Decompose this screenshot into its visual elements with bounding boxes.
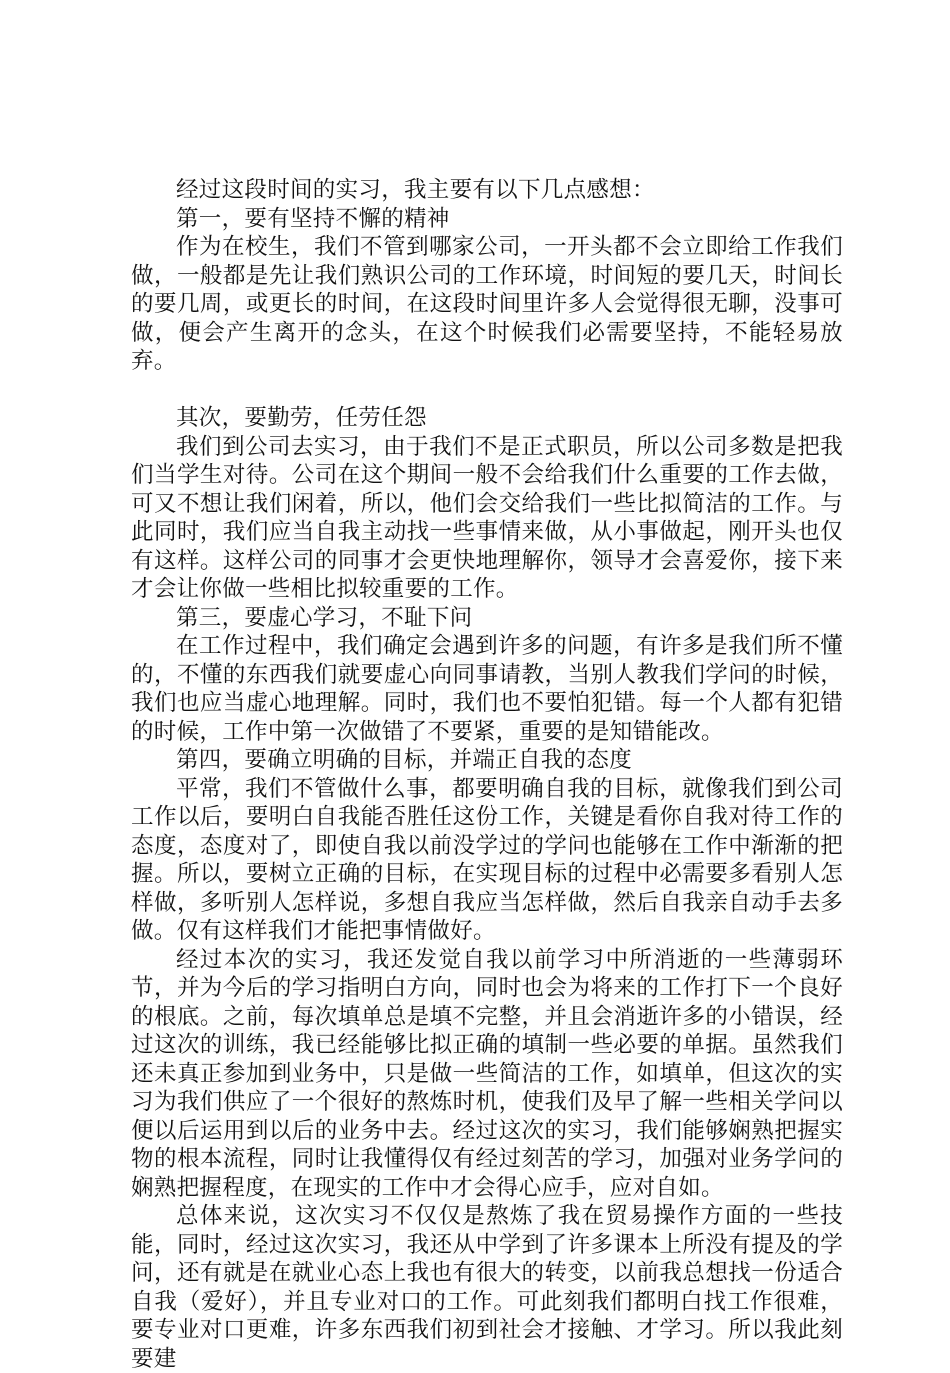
intro-line: 经过这段时间的实习，我主要有以下几点感想： bbox=[176, 177, 655, 203]
section2-heading: 其次，要勤劳，任劳任怨 bbox=[176, 405, 427, 431]
summary-paragraph-1: 经过本次的实习，我还发觉自我以前学习中所消逝的一些薄弱环节，并为今后的学习指明白方向，同时也会为将来的工作打下一个良好的根底。之前，每次填单总是填不完整，并且会消逝许多的小错误，经过这次的训练，我已经能够比拟正确的填制一些必要的单据。虽然我们还未真正参加到业务中，只是做一些简洁的工作，如填单，但这次的实习为我们供应了一个很好的熬炼时机，使我们及早了解一些相关学问以便以后运用到以后的业务中去。经过这次的实习，我们能够娴熟把握实物的根本流程，同时让我懂得仅有经过刻苦的学习，加强对业务学问的娴熟把握程度，在现实的工作中才会得心应手，应对自如。 bbox=[131, 946, 843, 1201]
section1-body: 作为在校生，我们不管到哪家公司，一开头都不会立即给工作我们做，一般都是先让我们熟识公司的工作环境，时间短的要几天，时间长的要几周，或更长的时间，在这段时间里许多人会觉得很无聊，没事可做，便会产生离开的念头，在这个时候我们必需要坚持，不能轻易放弃。 bbox=[131, 234, 843, 374]
section1-heading: 第一，要有坚持不懈的精神 bbox=[176, 205, 450, 232]
section3-body: 在工作过程中，我们确定会遇到许多的问题，有许多是我们所不懂的，不懂的东西我们就要虚心向同事请教，当别人教我们学问的时候，我们也应当虚心地理解。同时，我们也不要怕犯错。每一个人都有犯错的时候，工作中第一次做错了不要紧，重要的是知错能改。 bbox=[131, 633, 843, 745]
paragraph-gap bbox=[131, 376, 843, 405]
document-body bbox=[131, 176, 843, 1373]
section3-heading: 第三，要虚心学习，不耻下问 bbox=[176, 604, 473, 631]
summary-paragraph-2: 总体来说，这次实习不仅仅是熬炼了我在贸易操作方面的一些技能，同时，经过这次实习，我还从中学到了许多课本上所没有提及的学问，还有就是在就业心态上我也有很大的转变，以前我总想找一份适合自我（爱好），并且专业对口的工作。可此刻我们都明白找工作很难，要专业对口更难，许多东西我们初到社会才接触、才学习。所以我此刻要建 bbox=[131, 1203, 843, 1372]
section4-heading: 第四，要确立明确的目标，并端正自我的态度 bbox=[176, 747, 633, 773]
section4-body: 平常，我们不管做什么事，都要明确自我的目标，就像我们到公司工作以后，要明白自我能否胜任这份工作，关键是看你自我对待工作的态度，态度对了，即使自我以前没学过的学问也能够在工作中渐渐的把握。所以，要树立正确的目标，在实现目标的过程中必需要多看别人怎样做，多听别人怎样说，多想自我应当怎样做，然后自我亲自动手去多做。仅有这样我们才能把事情做好。 bbox=[131, 775, 843, 944]
section2-body: 我们到公司去实习，由于我们不是正式职员，所以公司多数是把我们当学生对待。公司在这个期间一般不会给我们什么重要的工作去做，可又不想让我们闲着，所以，他们会交给我们一些比拟简洁的工作。与此同时，我们应当自我主动找一些事情来做，从小事做起，刚开头也仅有这样。这样公司的同事才会更快地理解你，领导才会喜爱你，接下来才会让你做一些相比拟较重要的工作。 bbox=[131, 433, 843, 602]
